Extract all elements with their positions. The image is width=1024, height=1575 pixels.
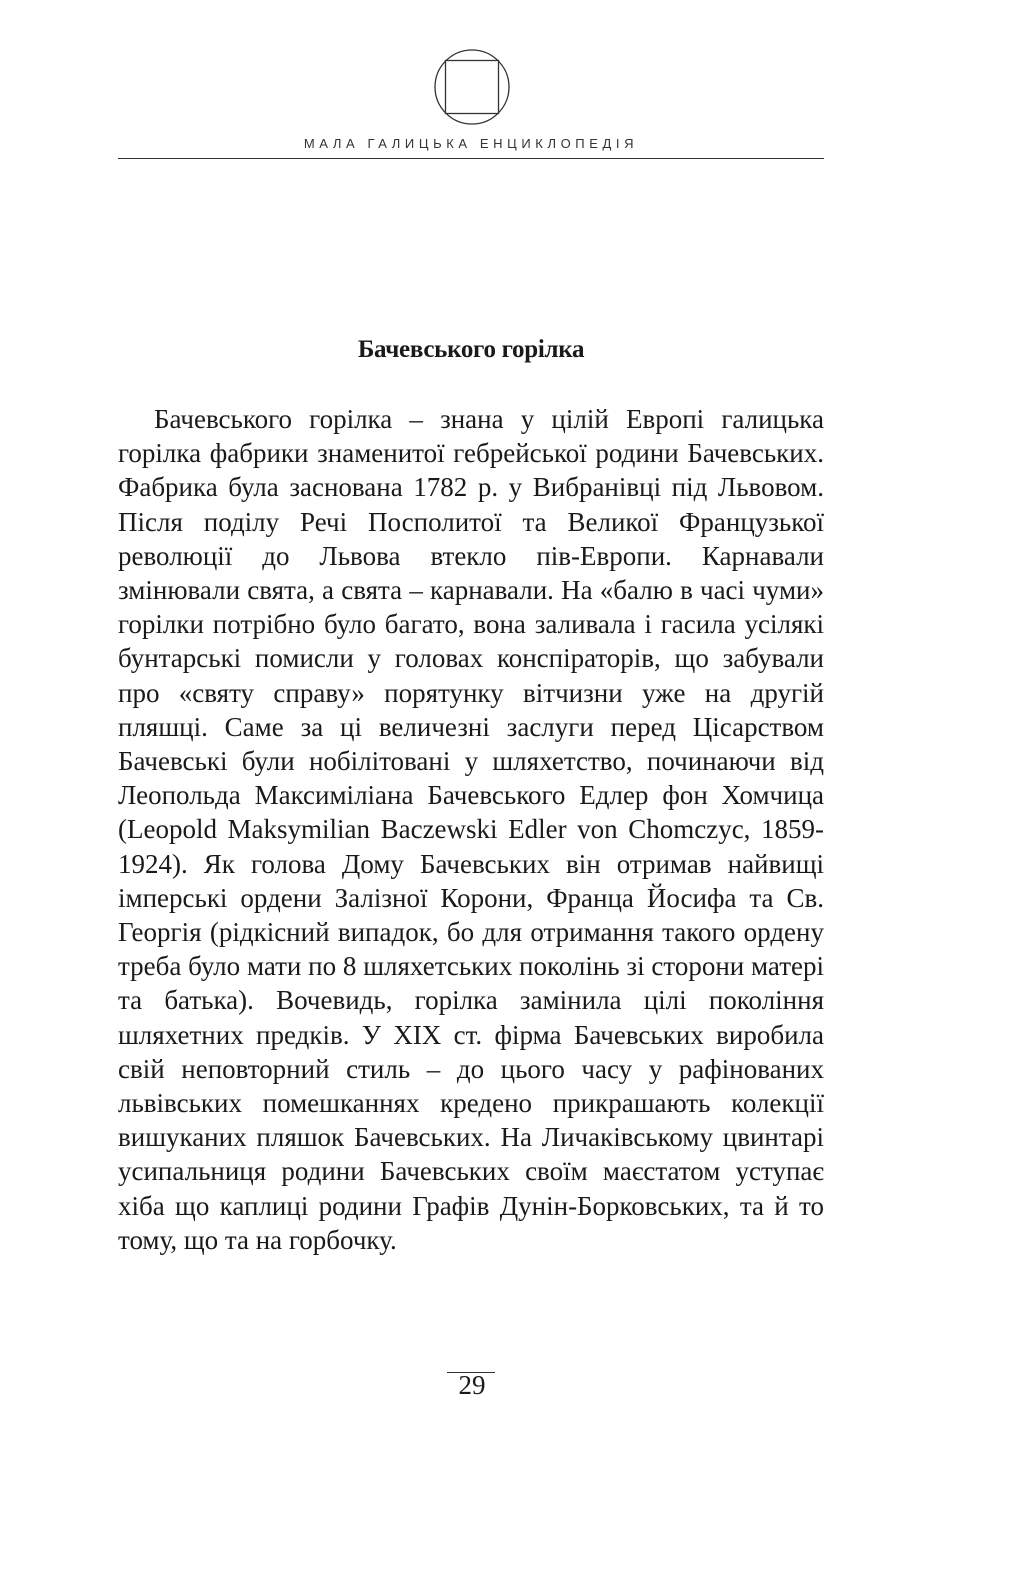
running-header-title: МАЛА ГАЛИЦЬКА ЕНЦИКЛОПЕДІЯ <box>303 136 639 151</box>
article-title: Бачевського горілка <box>357 336 585 363</box>
article-body: Бачевського горілка – знана у цілій Европі галицька горілка фабрики знаменитої гебрейської родини Бачевських. Фабрика була заснована 1782 р. у Вибранівці під Львовом. Після поділу Речі Посполитої та Великої Французької революції до Львова втекло пів-Европи. Карнавали змінювали свята, а свята – карнавали. На «балю в часі чуми» горілки потрібно було багато, вона заливала і гасила усілякі бунтарські помисли у головах конспіраторів, що забували про «святу справу» порятунку вітчизни уже на другій пляшці. Саме за ці величезні заслуги перед Цісарством Бачевські були нобілітовані у шляхетство, починаючи від Леопольда Максиміліана Бачевського Едлер фон Хомчица (Leopold Maksymilian Baczewski Edler von Chomczyc, 1859-1924). Як голова Дому Бачевських він отримав найвищі імперські ордени Залізної Корони, Франца Йосифа та Св. Георгія (рідкісний випадок, бо для отримання такого ордену треба було мати по 8 шляхетських поколінь зі сторони матері та батька). Вочевидь, горілка замінила цілі покоління шляхетних предків. У XIX ст. фірма Бачевських виробила свій неповторний стиль – до цього часу у рафінованих львівських помешканнях кредено прикрашають колекції вишуканих пляшок Бачевських. На Личаківському цвинтарі усипальниця родини Бачевських своїм маєстатом уступає хіба що каплиці родини Графів Дунін-Борковських, та й то тому, що та на горбочку. <box>118 404 824 1255</box>
page-number: 29 <box>458 1370 486 1400</box>
header-divider <box>118 158 824 159</box>
circle-square-emblem-icon <box>433 48 511 126</box>
